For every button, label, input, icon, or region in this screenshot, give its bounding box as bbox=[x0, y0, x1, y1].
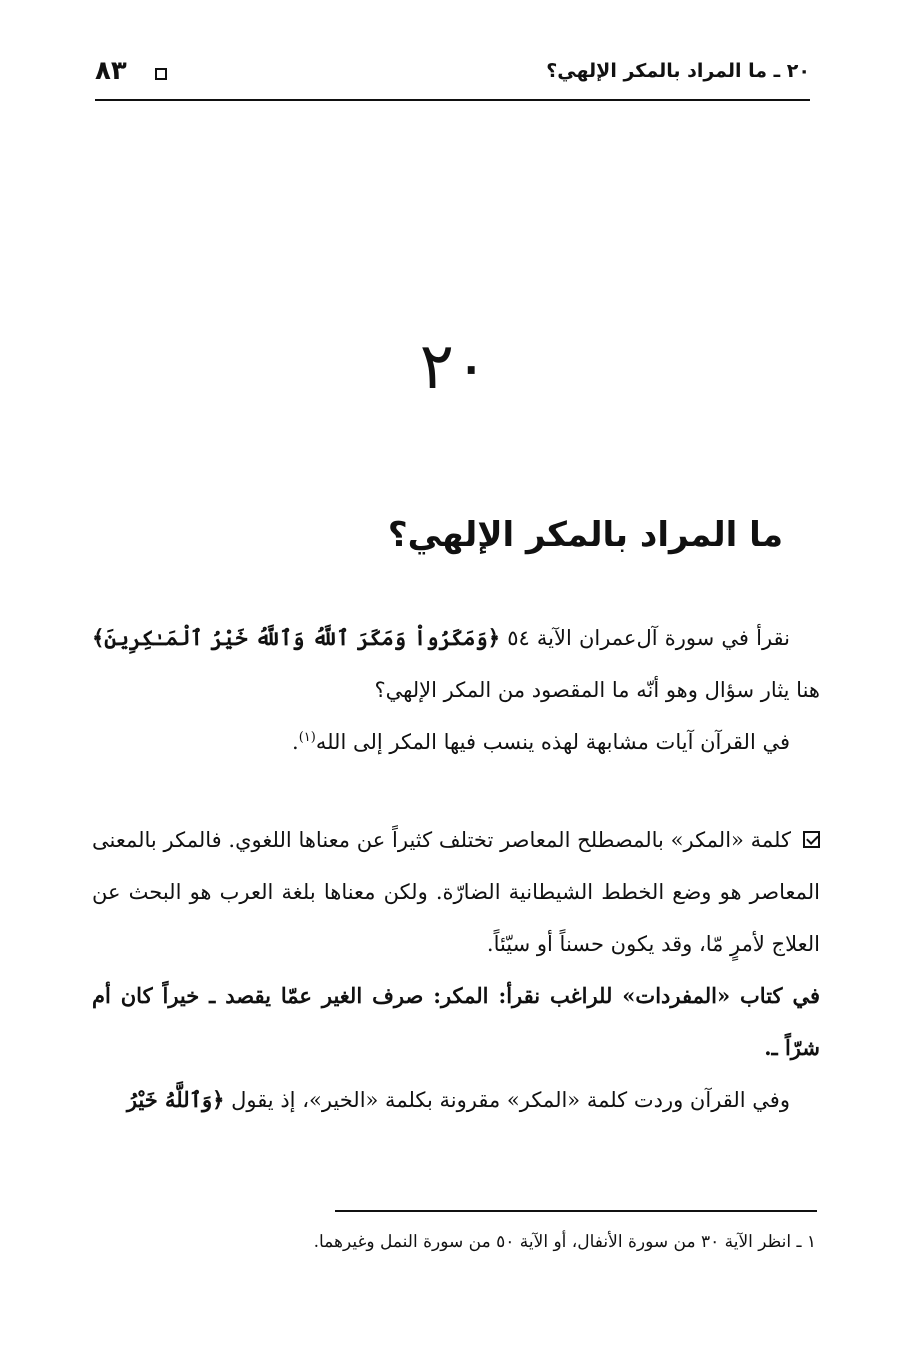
paragraph-usage-text: وفي القرآن وردت كلمة «المكر» مقرونة بكلمة «الخير»، إذ يقول bbox=[224, 1088, 790, 1112]
paragraph-meaning-text: كلمة «المكر» بالمصطلح المعاصر تختلف كثيراً عن معناها اللغوي. فالمكر بالمعنى المعاصر هو وضع الخطط الشيطانية الضارّة. ولكن معناها بلغة العرب هو البحث عن العلاج لأمرٍ مّا، وقد يكون حسناً أو سيّئاً. bbox=[92, 828, 820, 956]
quran-verse: ﴿وَمَكَرُواْ وَمَكَرَ ٱللَّهُ وَٱللَّهُ خَيْرُ ٱلْمَـٰكِرِينَ﴾ bbox=[92, 625, 501, 650]
footnote: ١ ـ انظر الآية ٣٠ من سورة الأنفال، أو الآية ٥٠ من سورة النمل وغيرهما. bbox=[313, 1232, 816, 1252]
checkbox-checked-icon bbox=[803, 831, 820, 848]
page-number: ٨٣ bbox=[95, 56, 127, 86]
running-title: ٢٠ ـ ما المراد بالمكر الإلهي؟ bbox=[546, 60, 810, 82]
body-block-intro bbox=[92, 612, 820, 768]
running-header bbox=[95, 58, 810, 92]
paragraph-similar-text: في القرآن آيات مشابهة لهذه ينسب فيها المكر إلى الله bbox=[315, 730, 790, 754]
paragraph-mufradat: في كتاب «المفردات» للراغب نقرأ: المكر: صرف الغير عمّا يقصد ـ خيراً كان أم شرّاً ـ. bbox=[92, 983, 820, 1060]
header-divider bbox=[95, 99, 810, 101]
square-ornament-icon bbox=[155, 68, 167, 80]
paragraph-end-mark: . bbox=[292, 730, 299, 754]
paragraph-verse-question bbox=[92, 612, 820, 716]
chapter-title: ما المراد بالمكر الإلهي؟ bbox=[387, 515, 783, 555]
paragraph-question-text: هنا يثار سؤال وهو أنّه ما المقصود من المكر الإلهي؟ bbox=[374, 678, 820, 702]
quran-verse-continued: ﴿وَٱللَّهُ خَيْرُ bbox=[126, 1087, 225, 1112]
footnote-divider bbox=[335, 1210, 817, 1212]
paragraph-meaning bbox=[92, 814, 820, 970]
body-block-main bbox=[92, 814, 820, 1126]
paragraph-intro-text: نقرأ في سورة آل‌عمران الآية ٥٤ bbox=[500, 626, 790, 650]
chapter-number: ٢٠ bbox=[419, 330, 489, 404]
footnote-reference: (١) bbox=[298, 730, 316, 745]
paragraph-quran-usage bbox=[92, 1074, 820, 1126]
paragraph-similar-verses bbox=[92, 716, 820, 768]
